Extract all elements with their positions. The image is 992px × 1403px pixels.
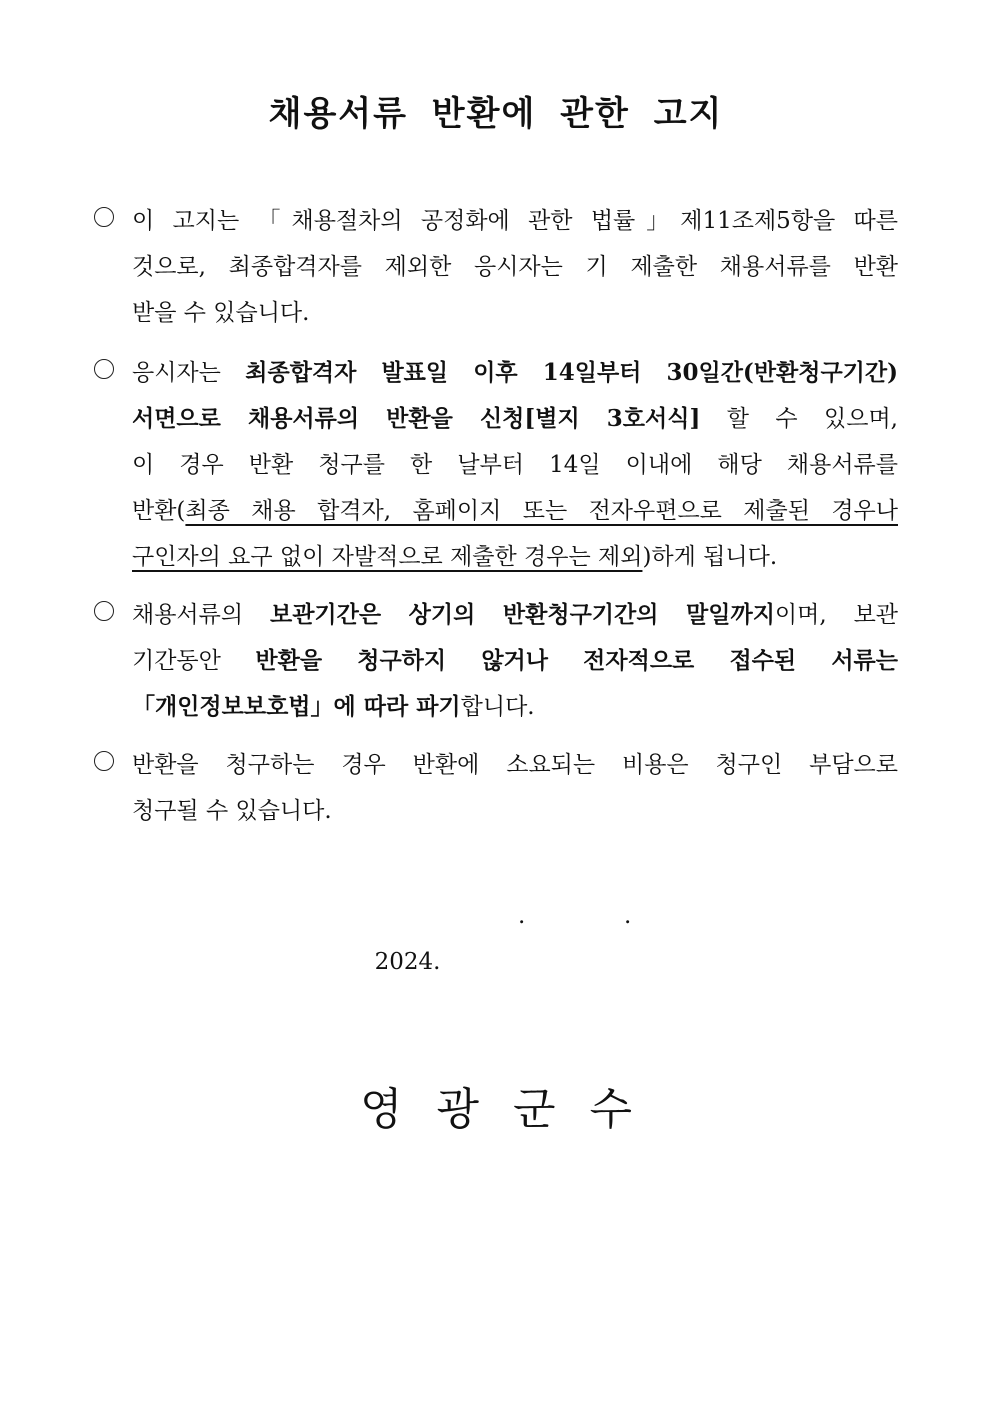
bold-text: 보관기간은 상기의 반환청구기간의 말일까지 (270, 601, 775, 628)
notice-line: 것으로, 최종합격자를 제외한 응시자는 기 제출한 채용서류를 반환 (132, 254, 898, 280)
notice-line: 채용서류의 보관기간은 상기의 반환청구기간의 말일까지이며, 보관 (132, 601, 898, 628)
notice-line: 청구될 수 있습니다. (132, 798, 332, 824)
notice-line: 「개인정보보호법」에 따라 파기합니다. (132, 693, 535, 720)
notice-line: 기간동안 반환을 청구하지 않거나 전자적으로 접수된 서류는 (132, 647, 898, 674)
bold-text: 최종합격자 발표일 이후 14일부터 30일간(반환청구기간) (245, 359, 898, 386)
notice-line: 구인자의 요구 없이 자발적으로 제출한 경우는 제외)하게 됩니다. (132, 544, 778, 570)
underlined-text: 구인자의 요구 없이 자발적으로 제출한 경우는 제외 (132, 544, 643, 570)
underlined-text: 최종 채용 합격자, 홈페이지 또는 전자우편으로 제출된 경우나 (185, 498, 898, 524)
circle-bullet-icon (94, 359, 114, 379)
date-month-dot: . (518, 903, 526, 929)
notice-line: 이 경우 반환 청구를 한 날부터 14일 이내에 해당 채용서류를 (132, 452, 898, 478)
notice-line: 반환(최종 채용 합격자, 홈페이지 또는 전자우편으로 제출된 경우나 (132, 498, 898, 524)
signer-name: 영광군수 (359, 1084, 666, 1135)
document-date (360, 893, 632, 1077)
notice-line: 반환을 청구하는 경우 반환에 소요되는 비용은 청구인 부담으로 (132, 752, 898, 778)
circle-bullet-icon (94, 751, 114, 771)
bold-text: 반환을 청구하지 않거나 전자적으로 접수된 서류는 (255, 647, 898, 674)
date-year: 2024. (374, 949, 441, 975)
document-title: 채용서류 반환에 관한 고지 (268, 94, 724, 134)
notice-line: 서면으로 채용서류의 반환을 신청[별지 3호서식] 할 수 있으며, (132, 405, 898, 432)
notice-line: 이 고지는 「채용절차의 공정화에 관한 법률」제11조제5항을 따른 (132, 208, 898, 234)
circle-bullet-icon (94, 207, 114, 227)
bold-text: 서면으로 채용서류의 반환을 신청[별지 3호서식] (132, 405, 701, 432)
notice-line: 받을 수 있습니다. (132, 300, 310, 326)
circle-bullet-icon (94, 601, 114, 621)
notice-line: 응시자는 최종합격자 발표일 이후 14일부터 30일간(반환청구기간) (132, 359, 898, 386)
bold-text: 「개인정보보호법」에 따라 파기 (132, 693, 461, 720)
date-day-dot: . (624, 903, 632, 929)
